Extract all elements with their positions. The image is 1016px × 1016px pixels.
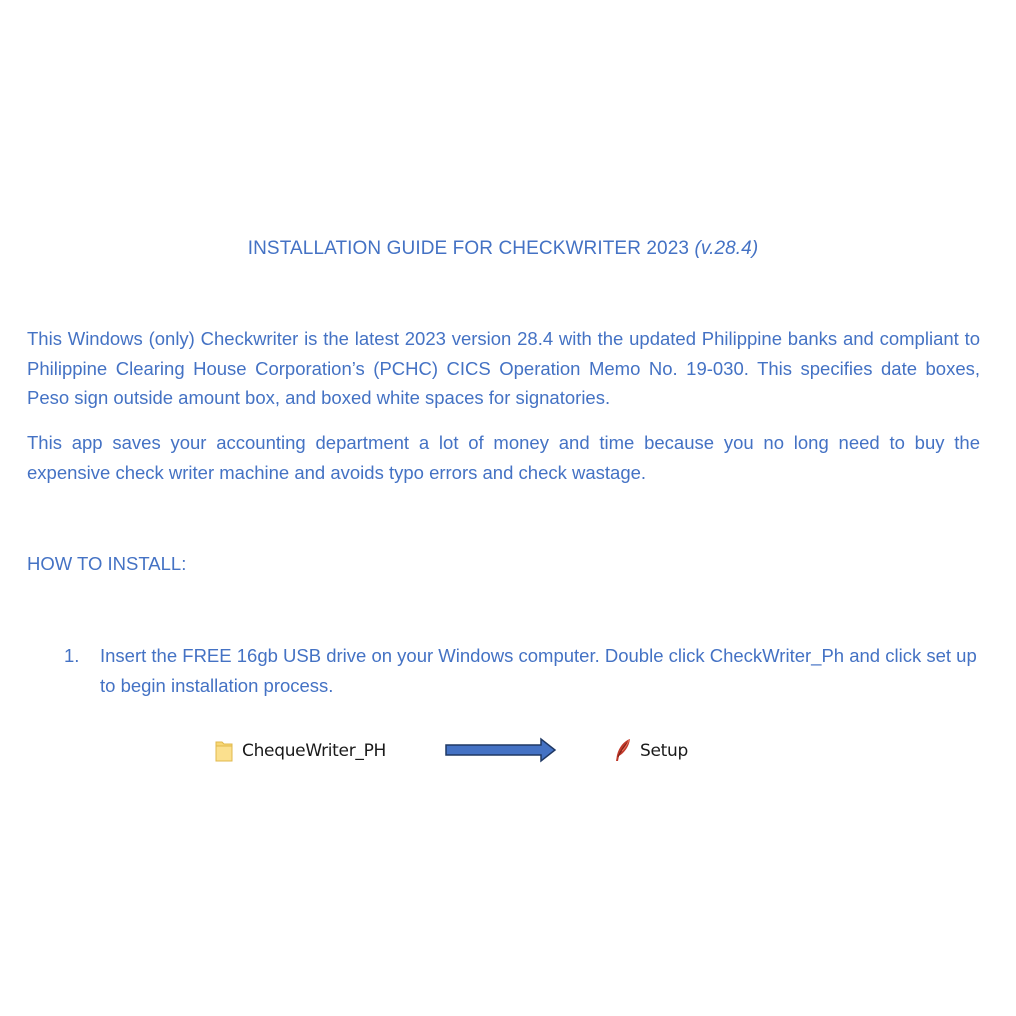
- title-text: INSTALLATION GUIDE FOR CHECKWRITER 2023: [247, 238, 690, 259]
- setup-label[interactable]: Setup: [640, 741, 688, 761]
- step-text: Insert the FREE 16gb USB drive on your Windows computer. Double click CheckWriter_Ph and click set up to begin installation process.: [100, 645, 977, 696]
- step-number: 1.: [64, 645, 80, 666]
- right-arrow-icon: [445, 737, 557, 763]
- feather-setup-icon[interactable]: [612, 737, 634, 763]
- benefit-paragraph: This app saves your accounting department a lot of money and time because you no long need to buy the expensive check writer machine and avoids typo errors and check wastage.: [27, 432, 980, 483]
- install-flow: [212, 735, 702, 767]
- howto-heading: HOW TO INSTALL:: [27, 553, 187, 574]
- folder-label[interactable]: ChequeWriter_PH: [242, 741, 387, 761]
- title-version: (v.28.4): [694, 238, 759, 259]
- document-title: [0, 236, 1006, 262]
- intro-paragraph: This Windows (only) Checkwriter is the latest 2023 version 28.4 with the updated Philippine banks and compliant to Philippine Clearing House Corporation’s (PCHC) CICS Operation Memo No. 19-030. This specifies date boxes, Peso sign outside amount box, and boxed white spaces for signatories.: [27, 328, 980, 408]
- folder-icon[interactable]: [214, 739, 234, 763]
- step-item: [27, 641, 980, 701]
